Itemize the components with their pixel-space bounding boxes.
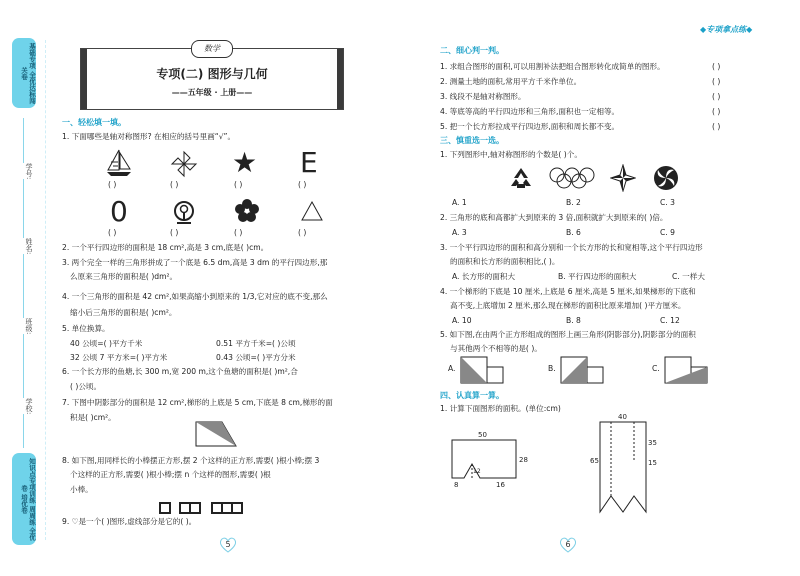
- sailboat-icon: [104, 148, 134, 182]
- choice-3-opt-b[interactable]: B. 平行四边形的面积大: [558, 272, 637, 281]
- choice-2-text: 2. 三角形的底和高都扩大到原来的 3 倍,面积就扩大到原来的( )倍。: [440, 213, 668, 222]
- fig2-left-label: 65: [590, 457, 599, 465]
- q3-line2: 么原来三角形的面积是( )dm²。: [70, 272, 178, 281]
- q1-text: 1. 下面哪些是轴对称图形? 在相应的括号里画“√”。: [62, 132, 236, 141]
- q7-line2: 积是( )cm²。: [70, 413, 116, 422]
- fig1-top-label: 50: [478, 431, 487, 439]
- choice-5-line2: 与其他两个不相等的是( )。: [450, 344, 542, 353]
- q8-line2: 个这样的正方形,需要( )根小棒;摆 n 个这样的图形,需要( )根: [70, 470, 271, 479]
- judge-paren-1[interactable]: ( ): [712, 62, 721, 71]
- star-icon: ★: [232, 146, 258, 179]
- fig2-w-label: 15: [648, 459, 657, 467]
- fig1-right-label: 28: [519, 456, 528, 464]
- trapezoid-figure: [194, 420, 238, 452]
- q1-paren-6[interactable]: ( ): [170, 228, 179, 237]
- section-3-title: 三、慎重选一选。: [440, 136, 504, 145]
- choice-5-opt-c[interactable]: C.: [652, 364, 660, 373]
- olympic-rings-icon: [548, 166, 596, 194]
- choice-5-opt-b[interactable]: B.: [548, 364, 556, 373]
- choice-5-figure-a: [460, 356, 508, 388]
- railway-logo-icon: [171, 200, 197, 230]
- judge-paren-5[interactable]: ( ): [712, 122, 721, 131]
- fig2-top-label: 40: [618, 413, 627, 421]
- fig1-b1-label: 8: [454, 481, 459, 489]
- section-2-title: 二、细心判一判。: [440, 46, 504, 55]
- judge-paren-2[interactable]: ( ): [712, 77, 721, 86]
- judge-paren-3[interactable]: ( ): [712, 92, 721, 101]
- q1-paren-8[interactable]: ( ): [298, 228, 307, 237]
- choice-4-line1: 4. 一个梯形的下底是 10 厘米,上底是 6 厘米,高是 5 厘米,如果梯形的下底和: [440, 287, 696, 296]
- q1-paren-3[interactable]: ( ): [234, 180, 243, 189]
- page-title: 专项(二) 图形与几何: [156, 67, 268, 81]
- q6-line1: 6. 一个长方形的鱼塘,长 300 m,宽 200 m,这个鱼塘的面积是( )m²,合: [62, 367, 298, 376]
- flower-icon: [234, 198, 260, 228]
- judge-2: 2. 测量土地的面积,常用平方千米作单位。: [440, 77, 582, 86]
- choice-5-figure-c: [664, 356, 712, 388]
- judge-3: 3. 线段不是轴对称图形。: [440, 92, 526, 101]
- side-strip: [12, 38, 36, 548]
- q5-item-1: 40 公顷=( )平方千米: [70, 339, 143, 348]
- judge-5: 5. 把一个长方形拉成平行四边形,面积和周长都不变。: [440, 122, 620, 131]
- q1-paren-5[interactable]: ( ): [108, 228, 117, 237]
- q5-item-3: 32 公顷 7 平方米=( )平方米: [70, 353, 168, 362]
- digit-zero-icon: 0: [110, 195, 128, 228]
- q5-text: 5. 单位换算。: [62, 324, 110, 333]
- fold-guide: [45, 40, 46, 540]
- choice-5-line1: 5. 如下图,在由两个正方形组成的图形上画三角形(阴影部分),阴影部分的面积: [440, 330, 696, 339]
- judge-1: 1. 求组合图形的面积,可以用割补法把组合图形转化成简单的图形。: [440, 62, 665, 71]
- choice-3-line2: 的面积和长方形的面积相比,( )。: [450, 257, 560, 266]
- choice-5-opt-a[interactable]: A.: [448, 364, 456, 373]
- q3-line1: 3. 两个完全一样的三角形拼成了一个底是 6.5 dm,高是 3 dm 的平行四边形,那: [62, 258, 328, 267]
- q8-line3: 小棒。: [70, 485, 93, 494]
- field-name: 姓名:: [14, 238, 34, 254]
- q5-item-4: 0.43 公顷=( )平方分米: [216, 353, 296, 362]
- q5-item-2: 0.51 平方千米=( )公顷: [216, 339, 296, 348]
- choice-2-opt-b[interactable]: B. 6: [566, 228, 581, 237]
- q4-line2: 缩小后三角形的面积是( )cm²。: [70, 308, 177, 317]
- choice-1-opt-b[interactable]: B. 2: [566, 198, 581, 207]
- choice-4-opt-c[interactable]: C. 12: [660, 316, 680, 325]
- choice-2-opt-c[interactable]: C. 9: [660, 228, 675, 237]
- q7-line1: 7. 下图中阴影部分的面积是 12 cm²,梯形的上底是 5 cm,下底是 8 cm,梯形的面: [62, 398, 333, 407]
- fig1-mid-label: 12: [473, 468, 481, 475]
- math-badge: 数学: [191, 40, 233, 58]
- field-school: 学校:: [14, 398, 34, 414]
- choice-3-line1: 3. 一个平行四边形的面积和高分别和一个长方形的长和宽相等,这个平行四边形: [440, 243, 703, 252]
- section-1-title: 一、轻松填一填。: [62, 118, 126, 127]
- right-tag: ◆专项拿点练◆: [700, 25, 753, 34]
- q1-paren-2[interactable]: ( ): [170, 180, 179, 189]
- page-number-right: 6: [565, 540, 571, 549]
- choice-5-figure-b: [560, 356, 608, 388]
- field-student-no: 学号:: [14, 163, 34, 179]
- calc-1-text: 1. 计算下面图形的面积。(单位:cm): [440, 404, 561, 413]
- choice-4-line2: 高不变,上底增加 2 厘米,那么现在梯形的面积比原来增加( )平方厘米。: [450, 301, 686, 310]
- choice-4-opt-a[interactable]: A. 10: [452, 316, 472, 325]
- judge-paren-4[interactable]: ( ): [712, 107, 721, 116]
- q6-line2: ( )公顷。: [70, 382, 102, 391]
- choice-3-opt-a[interactable]: A. 长方形的面积大: [452, 272, 516, 281]
- q1-paren-4[interactable]: ( ): [298, 180, 307, 189]
- choice-1-opt-c[interactable]: C. 3: [660, 198, 675, 207]
- swirl-circle-icon: [652, 164, 680, 196]
- page-subtitle: ——五年级 · 上册——: [171, 88, 253, 97]
- triangle-icon: [300, 200, 324, 226]
- q2-text: 2. 一个平行四边形的面积是 18 cm²,高是 3 cm,底是( )cm。: [62, 243, 269, 252]
- title-box: [80, 44, 344, 110]
- q1-paren-7[interactable]: ( ): [234, 228, 243, 237]
- fig1-b2-label: 16: [496, 481, 505, 489]
- choice-4-opt-b[interactable]: B. 8: [566, 316, 581, 325]
- field-class: 班级:: [14, 318, 34, 334]
- q4-line1: 4. 一个三角形的面积是 42 cm²,如果高缩小到原来的 1/3,它对应的底不变,那么: [62, 292, 328, 301]
- choice-1-opt-a[interactable]: A. 1: [452, 198, 467, 207]
- section-4-title: 四、认真算一算。: [440, 391, 504, 400]
- compass-star-icon: [610, 164, 636, 196]
- bottom-tab: [12, 453, 36, 545]
- choice-2-opt-a[interactable]: A. 3: [452, 228, 467, 237]
- letter-e-icon: E: [300, 146, 318, 179]
- top-tab: [12, 38, 36, 108]
- q1-paren-1[interactable]: ( ): [108, 180, 117, 189]
- pinwheel-icon: [170, 150, 198, 182]
- recycle-icon: [508, 166, 534, 194]
- choice-3-opt-c[interactable]: C. 一样大: [672, 272, 705, 281]
- page-number-left: 5: [225, 540, 231, 549]
- calc-figure-1: [446, 430, 536, 494]
- bottom-tab-text: 知识点专项训练 周周练 全优卷 培优卷: [20, 457, 36, 541]
- choice-1-text: 1. 下列图形中,轴对称图形的个数是( )个。: [440, 150, 582, 159]
- judge-4: 4. 等底等高的平行四边形和三角形,面积也一定相等。: [440, 107, 620, 116]
- q9-text: 9. ♡是一个( )图形,虚线部分是它的( )。: [62, 517, 197, 526]
- calc-figure-2: [590, 412, 670, 530]
- q8-line1: 8. 如下图,用同样长的小棒摆正方形,摆 2 个这样的正方形,需要( )根小棒;摆 3: [62, 456, 320, 465]
- fig2-inner-label: 35: [648, 439, 657, 447]
- top-tab-text: 基础专项 全优达标闯关卷: [20, 42, 36, 104]
